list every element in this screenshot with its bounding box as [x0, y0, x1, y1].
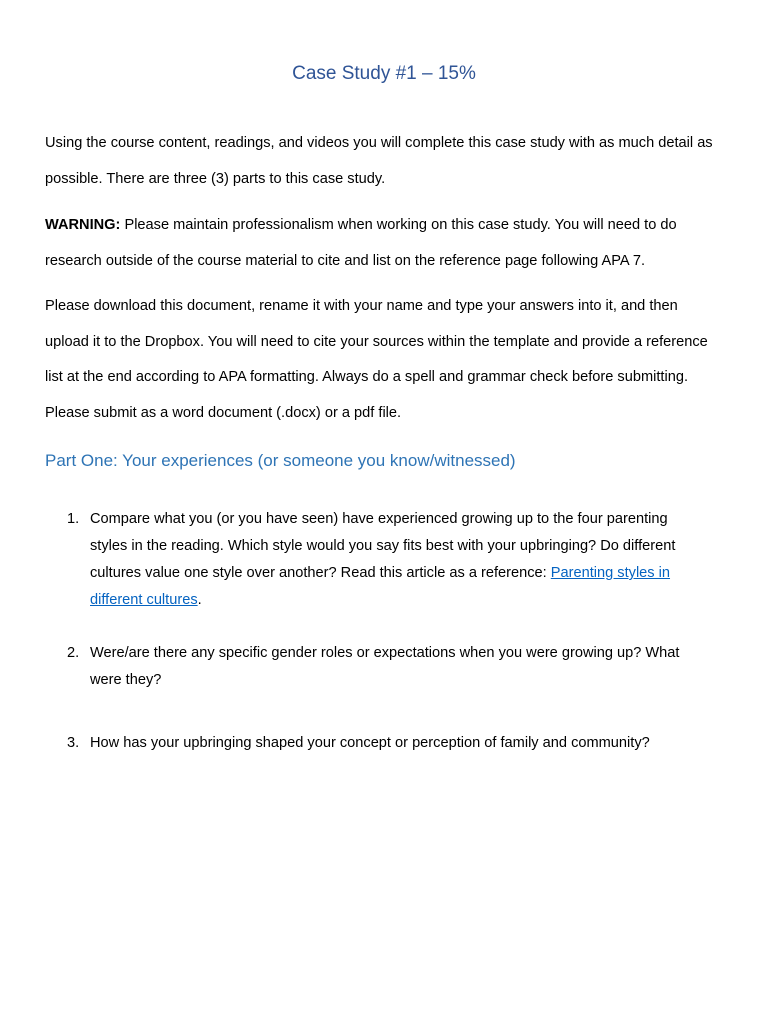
question-body: Compare what you (or you have seen) have experienced growing up to the four parenting styles in the reading. Which style would you say fits best with your upbringing? Do different cultures value one style over another? Read this article as a reference: [90, 511, 676, 581]
question-text: How has your upbringing shaped your concept or perception of family and community? [90, 735, 650, 751]
question-text: Were/are there any specific gender roles or expectations when you were growing up? What were they? [90, 645, 680, 688]
list-number: 3. [67, 735, 80, 751]
intro-paragraph: Using the course content, readings, and videos you will complete this case study with as much detail as possible. There are three (3) parts to this case study. [45, 135, 713, 187]
list-number: 2. [67, 645, 80, 661]
list-number: 1. [67, 511, 80, 527]
instructions-paragraph: Please download this document, rename it with your name and type your answers into it, and then upload it to the Dropbox. You will need to cite your sources within the template and provide a reference list at the end according to APA formatting. Always do a spell and grammar check before submitting. Please submit as a word document (.docx) or a pdf file. [45, 298, 708, 421]
question-trailing-punct: . [197, 592, 202, 608]
warning-text: Please maintain professionalism when working on this case study. You will need to do research outside of the course material to cite and list on the reference page following APA 7. [45, 217, 677, 269]
parenting-styles-link[interactable]: Parenting styles in different cultures [90, 565, 671, 608]
warning-label: WARNING: [45, 217, 121, 233]
warning-paragraph [45, 208, 725, 279]
page-title: Case Study #1 – 15% [292, 63, 476, 84]
part-one-heading: Part One: Your experiences (or someone you know/witnessed) [45, 451, 516, 470]
question-text [90, 506, 702, 614]
